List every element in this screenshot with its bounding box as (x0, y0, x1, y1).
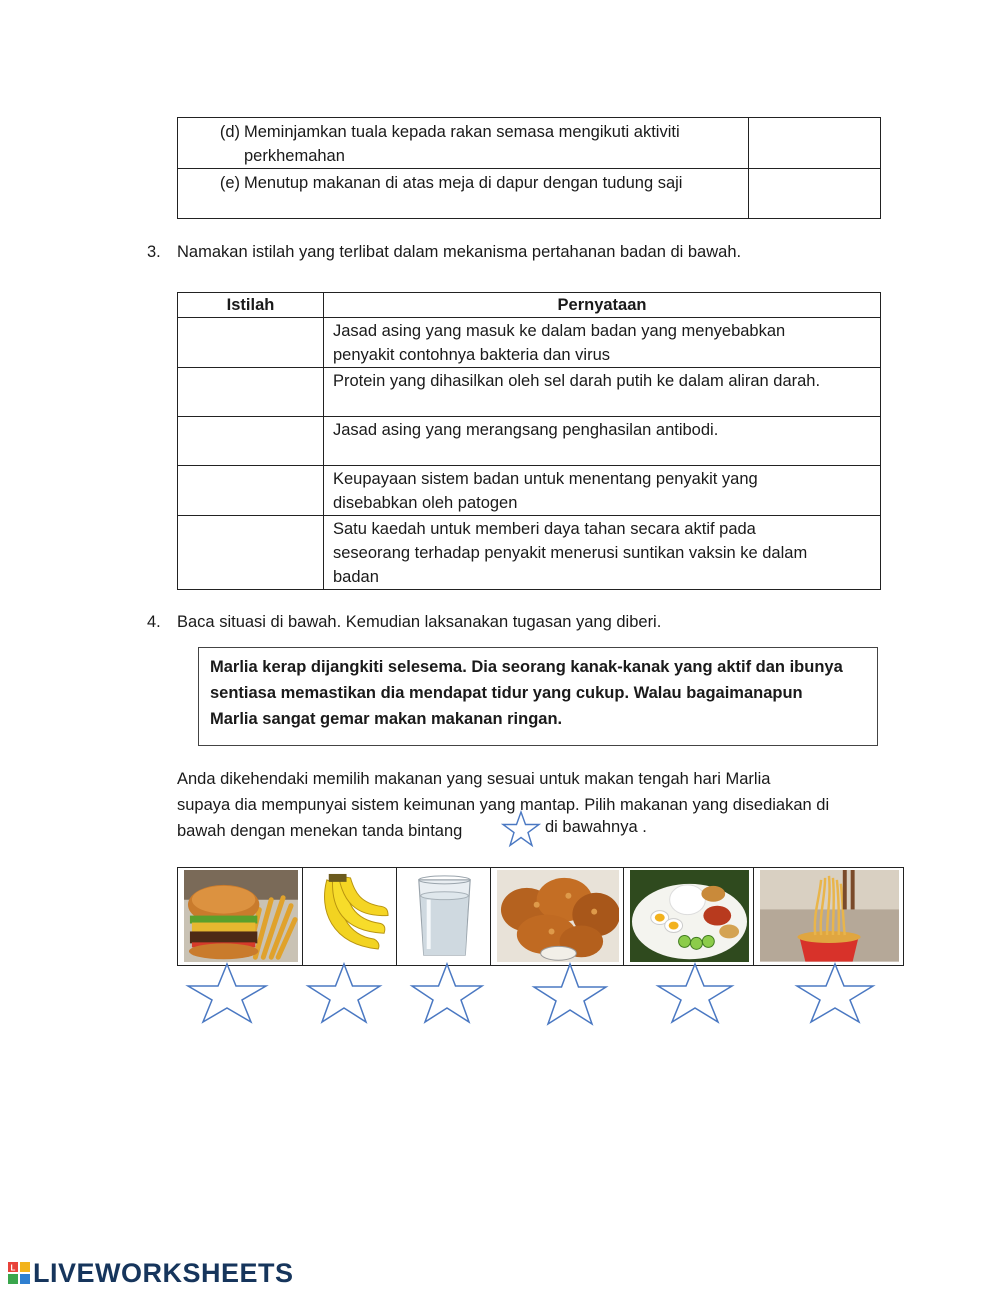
food-star-button-6[interactable] (794, 962, 876, 1024)
statement-text: Protein yang dihasilkan oleh sel darah putih ke dalam aliran darah. (333, 372, 821, 390)
column-header: Istilah (178, 293, 324, 318)
food-star-button-4[interactable] (531, 962, 609, 1026)
instruction-line: Anda dikehendaki memilih makanan yang sesuai untuk makan tengah hari Marlia (177, 770, 771, 788)
istilah-table (177, 292, 881, 590)
row-letter: (e) (219, 174, 240, 192)
glass-of-water-image (403, 870, 486, 962)
table-row (178, 516, 881, 590)
row-letter: (d) (219, 123, 240, 141)
food-star-button-5[interactable] (655, 962, 735, 1024)
logo-letter: L (10, 1263, 16, 1273)
table-row (178, 318, 881, 368)
answer-cell[interactable] (178, 417, 324, 466)
statement-text: Keupayaan sistem badan untuk menentang penyakit yang (333, 470, 758, 488)
food-cell-banana (302, 867, 396, 966)
food-cell-fried-chicken (490, 867, 623, 966)
statement-text: penyakit contohnya bakteria dan virus (333, 346, 611, 364)
statement-text: Jasad asing yang merangsang penghasilan antibodi. (333, 421, 719, 439)
column-header: Pernyataan (324, 293, 881, 318)
statement-cell (324, 466, 881, 516)
statement-cell (324, 318, 881, 368)
situation-text: sentiasa memastikan dia mendapat tidur yang cukup. Walau bagaimanapun (210, 684, 803, 702)
inline-star-icon (501, 810, 541, 848)
instruction-end-text: di bawahnya . (545, 818, 647, 836)
food-star-button-2[interactable] (305, 962, 383, 1024)
situation-text: Marlia sangat gemar makan makanan ringan. (210, 710, 563, 728)
statement-text: Meminjamkan tuala kepada rakan semasa mengikuti aktiviti (244, 123, 680, 141)
statement-text: Satu kaedah untuk memberi daya tahan secara aktif pada (333, 520, 756, 538)
question-number: 4. (147, 613, 161, 631)
statement-cell (324, 516, 881, 590)
table-row (178, 466, 881, 516)
answer-cell[interactable] (749, 169, 881, 219)
food-cell-nasi-lemak (623, 867, 753, 966)
top-statements-table (177, 117, 881, 219)
food-star-button-3[interactable] (409, 962, 485, 1024)
table-row (178, 368, 881, 417)
instruction-line: bawah dengan menekan tanda bintang (177, 822, 463, 840)
instant-noodles-image (760, 870, 899, 962)
food-cell-instant-noodles (753, 867, 904, 966)
liveworksheets-logo-icon (8, 1262, 30, 1284)
banana-image (309, 870, 392, 962)
statement-cell (324, 417, 881, 466)
answer-cell[interactable] (178, 318, 324, 368)
statement-text: Jasad asing yang masuk ke dalam badan yang menyebabkan (333, 322, 786, 340)
statement-text: perkhemahan (244, 147, 345, 165)
question-number: 3. (147, 243, 161, 261)
question-text: Baca situasi di bawah. Kemudian laksanakan tugasan yang diberi. (177, 613, 662, 631)
answer-cell[interactable] (178, 516, 324, 590)
statement-text: Menutup makanan di atas meja di dapur dengan tudung saji (244, 174, 683, 192)
food-cell-burger (177, 867, 302, 966)
brand-name: LIVEWORKSHEETS (33, 1258, 294, 1288)
burger-fries-image (184, 870, 298, 962)
instruction-line: supaya dia mempunyai sistem keimunan yang mantap. Pilih makanan yang disediakan di (177, 796, 830, 814)
answer-cell[interactable] (178, 368, 324, 417)
statement-cell (178, 118, 749, 169)
nasi-lemak-image (630, 870, 749, 962)
question-text: Namakan istilah yang terlibat dalam mekanisma pertahanan badan di bawah. (177, 243, 742, 261)
statement-cell (178, 169, 749, 219)
fried-chicken-image (497, 870, 619, 962)
answer-cell[interactable] (749, 118, 881, 169)
food-cell-water (396, 867, 490, 966)
food-star-button-1[interactable] (185, 962, 269, 1024)
statement-text: disebabkan oleh patogen (333, 494, 518, 512)
food-choices-strip (177, 867, 904, 966)
table-row (178, 417, 881, 466)
table-row (178, 118, 881, 169)
statement-text: seseorang terhadap penyakit menerusi suntikan vaksin ke dalam (333, 544, 808, 562)
situation-box (198, 647, 878, 746)
table-header-row (178, 293, 881, 318)
statement-text: badan (333, 568, 379, 586)
statement-cell (324, 368, 881, 417)
table-row (178, 169, 881, 219)
situation-text: Marlia kerap dijangkiti selesema. Dia seorang kanak-kanak yang aktif dan ibunya (210, 658, 843, 676)
answer-cell[interactable] (178, 466, 324, 516)
